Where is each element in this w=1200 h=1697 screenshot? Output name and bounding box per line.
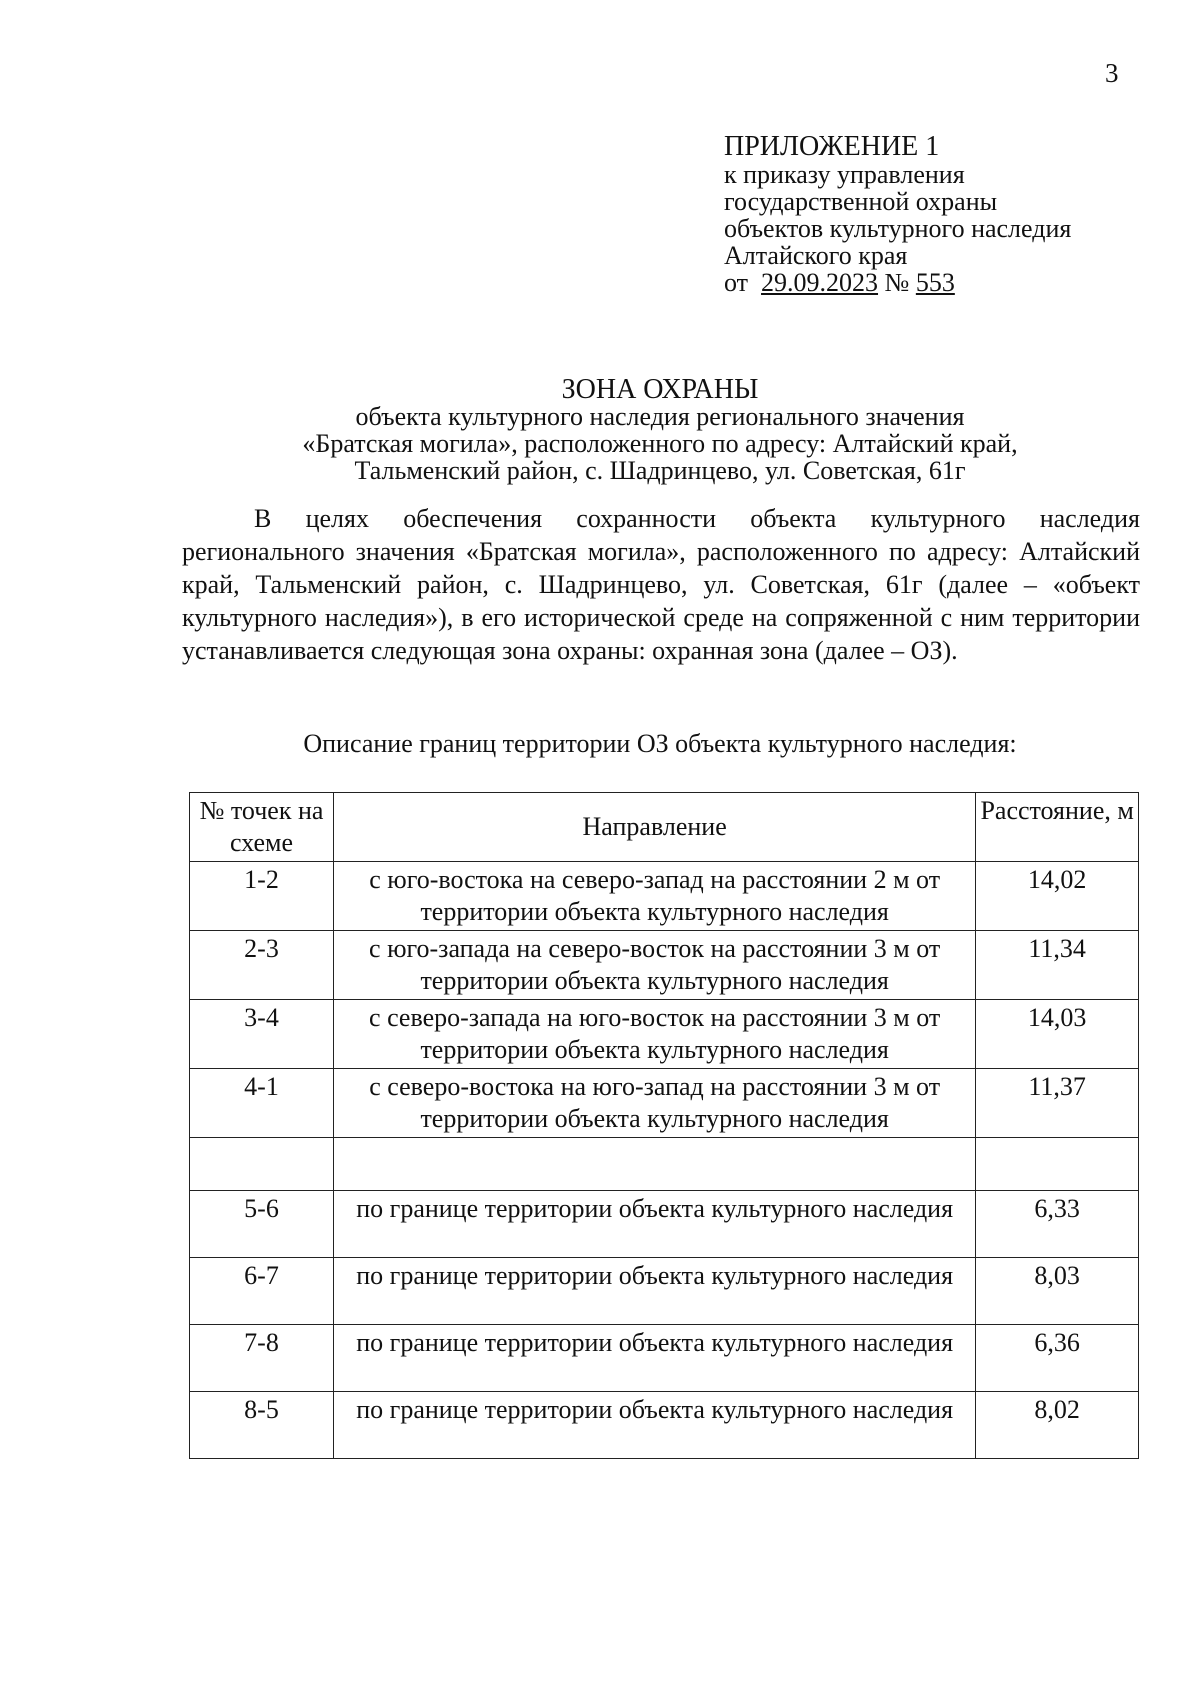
table-row <box>190 931 1139 1000</box>
title-line: «Братская могила», расположенного по адресу: Алтайский край, <box>302 429 1018 458</box>
appendix-line: Алтайского края <box>724 241 908 270</box>
cell-direction: по границе территории объекта культурного наследия <box>334 1258 976 1325</box>
table-row <box>190 1392 1139 1459</box>
appendix-line: к приказу управления <box>724 160 965 189</box>
page-number: 3 <box>1105 58 1119 88</box>
cell-points: 1-2 <box>190 862 334 931</box>
appendix-line: государственной охраны <box>724 187 998 216</box>
appendix-block <box>724 133 1164 296</box>
appendix-line: объектов культурного наследия <box>724 214 1072 243</box>
table-row <box>190 1000 1139 1069</box>
cell-distance: 11,37 <box>976 1069 1139 1138</box>
cell-direction: по границе территории объекта культурного наследия <box>334 1191 976 1258</box>
cell-distance <box>976 1138 1139 1191</box>
appendix-title: ПРИЛОЖЕНИЕ 1 <box>724 131 940 162</box>
cell-distance: 14,02 <box>976 862 1139 931</box>
cell-direction: с северо-востока на юго-запад на расстоянии 3 м от территории объекта культурного наследия <box>334 1069 976 1138</box>
cell-distance: 14,03 <box>976 1000 1139 1069</box>
cell-direction: с юго-востока на северо-запад на расстоянии 2 м от территории объекта культурного наследия <box>334 862 976 931</box>
cell-distance: 11,34 <box>976 931 1139 1000</box>
header-direction: Направление <box>334 793 976 862</box>
cell-points: 7-8 <box>190 1325 334 1392</box>
table-row <box>190 1325 1139 1392</box>
table-header-row <box>190 793 1139 862</box>
date-prefix: от <box>724 268 749 297</box>
appendix-date-line <box>724 269 1164 296</box>
document-title-block <box>160 376 1160 484</box>
body-paragraph: В целях обеспечения сохранности объекта культурного наследия регионального значения «Братская могила», расположенного по адресу: Алтайский край, Тальменский район, с. Шадринцево, ул. Советская, 61г (далее – «объект культурного наследия»), в его исторической среде на сопряженной с ним территории устанавливается следующая зона охраны: охранная зона (далее – ОЗ). <box>182 504 1140 665</box>
table-row <box>190 1258 1139 1325</box>
table-caption: Описание границ территории ОЗ объекта культурного наследия: <box>303 729 1017 758</box>
table-row-empty <box>190 1138 1139 1191</box>
header-distance: Расстояние, м <box>976 793 1139 862</box>
cell-points: 3-4 <box>190 1000 334 1069</box>
cell-points <box>190 1138 334 1191</box>
header-points: № точек на схеме <box>190 793 334 862</box>
order-number: 553 <box>915 268 955 297</box>
document-heading: ЗОНА ОХРАНЫ <box>561 374 759 405</box>
title-line: Тальменский район, с. Шадринцево, ул. Советская, 61г <box>354 456 966 485</box>
cell-direction: по границе территории объекта культурного наследия <box>334 1392 976 1459</box>
table-row <box>190 1069 1139 1138</box>
cell-distance: 8,03 <box>976 1258 1139 1325</box>
cell-distance: 8,02 <box>976 1392 1139 1459</box>
cell-direction: с юго-запада на северо-восток на расстоянии 3 м от территории объекта культурного наследия <box>334 931 976 1000</box>
cell-points: 2-3 <box>190 931 334 1000</box>
cell-points: 8-5 <box>190 1392 334 1459</box>
cell-direction <box>334 1138 976 1191</box>
cell-points: 4-1 <box>190 1069 334 1138</box>
boundary-table <box>189 792 1139 1459</box>
cell-points: 5-6 <box>190 1191 334 1258</box>
cell-points: 6-7 <box>190 1258 334 1325</box>
table-row <box>190 1191 1139 1258</box>
table-row <box>190 862 1139 931</box>
order-date: 29.09.2023 <box>761 268 879 297</box>
title-line: объекта культурного наследия регионального значения <box>355 402 965 431</box>
cell-distance: 6,33 <box>976 1191 1139 1258</box>
cell-distance: 6,36 <box>976 1325 1139 1392</box>
cell-direction: по границе территории объекта культурного наследия <box>334 1325 976 1392</box>
number-prefix: № <box>884 268 910 297</box>
cell-direction: с северо-запада на юго-восток на расстоянии 3 м от территории объекта культурного наследия <box>334 1000 976 1069</box>
